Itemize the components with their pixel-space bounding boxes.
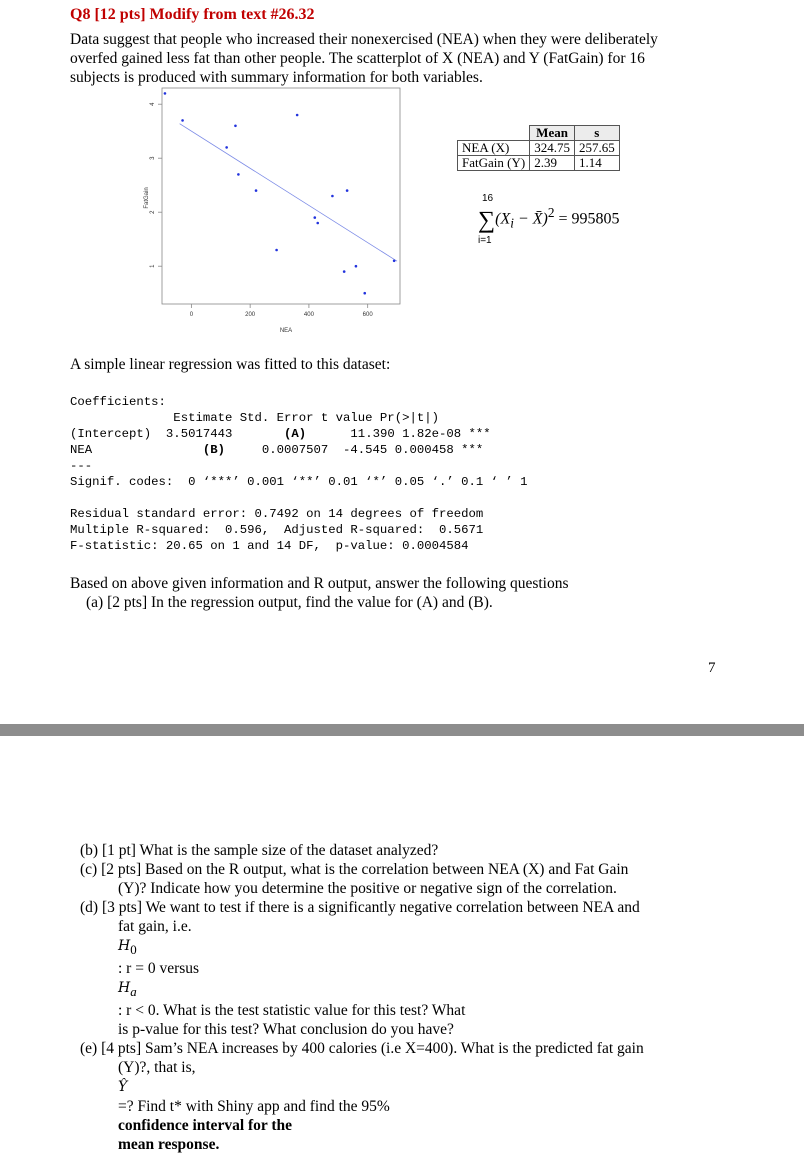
y-tick-label: 1 <box>150 264 156 268</box>
row-s: 1.14 <box>574 156 619 171</box>
data-point <box>164 92 167 95</box>
page-number: 7 <box>708 660 716 676</box>
math-sub: a <box>130 984 137 1000</box>
y-tick-label: 4 <box>150 102 156 106</box>
r-output <box>70 394 528 554</box>
blank-line <box>70 490 528 506</box>
based-on-text: Based on above given information and R output, answer the following questions <box>70 575 569 592</box>
x-tick-label: 600 <box>362 312 373 318</box>
row-mean: 2.39 <box>530 156 575 171</box>
data-point <box>275 249 278 252</box>
instructions <box>70 574 569 612</box>
part-text: (Y)?, that is, <box>118 1059 196 1077</box>
table-header-mean: Mean <box>530 126 575 141</box>
intro-line: subjects is produced with summary information for both variables. <box>70 69 483 86</box>
coef-text: 0.0007507 -4.545 0.000458 *** <box>224 443 484 457</box>
part-d <box>80 898 760 1039</box>
row-s: 257.65 <box>574 141 619 156</box>
part-text: =? Find t* with Shiny app and find the 95% <box>118 1098 390 1116</box>
table-row <box>458 156 620 171</box>
regression-line <box>180 124 397 262</box>
data-point <box>225 146 228 149</box>
data-point <box>296 114 299 117</box>
sigma-symbol: ∑ <box>478 207 496 234</box>
part-e <box>80 1039 760 1154</box>
x-axis-label: NEA <box>279 328 293 334</box>
coef-row-nea <box>70 442 528 458</box>
x-tick-label: 200 <box>245 312 256 318</box>
x-tick-label: 400 <box>303 312 314 318</box>
data-point <box>343 270 346 273</box>
part-line: (e) [4 pts] Sam’s NEA increases by 400 calories (i.e X=400). What is the predicted fat gain <box>80 1040 644 1058</box>
data-point <box>331 195 334 198</box>
math-h: H <box>118 980 131 997</box>
math-sub: 0 <box>130 942 137 958</box>
data-point <box>346 189 349 192</box>
math-h: H <box>118 938 131 954</box>
x-tick-label: 0 <box>189 312 194 318</box>
scatterplot <box>140 80 402 342</box>
data-point <box>234 125 237 128</box>
intro-line: Data suggest that people who increased their nonexercised (NEA) when they were deliberately <box>70 31 658 48</box>
question-parts <box>80 841 760 1154</box>
r-squared: Multiple R-squared: 0.596, Adjusted R-squared: 0.5671 <box>70 523 484 537</box>
data-point <box>181 119 184 122</box>
data-point <box>363 292 366 295</box>
data-point <box>355 265 358 268</box>
coef-text: (Intercept) 3.5017443 <box>70 427 285 441</box>
part-b <box>80 841 760 860</box>
sum-value: = 995805 <box>554 210 620 228</box>
residual-se: Residual standard error: 0.7492 on 14 degrees of freedom <box>70 507 484 521</box>
sum-expression <box>478 205 620 234</box>
math-yhat: Ŷ <box>118 1079 128 1096</box>
plot-frame <box>162 88 400 304</box>
signif-codes: Signif. codes: 0 ‘***’ 0.001 ‘**’ 0.01 ‘*’ 0.05 ‘.’ 0.1 ‘ ’ 1 <box>70 475 528 489</box>
coef-text: 11.390 1.82e-08 *** <box>306 427 491 441</box>
y-tick-label: 2 <box>150 210 156 214</box>
part-line: (d) [3 pts] We want to test if there is a significantly negative correlation between NEA and <box>80 899 640 916</box>
part-a: (a) [2 pts] In the regression output, find the value for (A) and (B). <box>86 594 493 611</box>
summary-table <box>457 125 620 171</box>
part-c <box>80 860 760 898</box>
blank-a: (A) <box>284 427 307 441</box>
signif-divider: --- <box>70 459 93 473</box>
page-divider <box>0 724 804 736</box>
question-intro <box>70 30 730 87</box>
f-statistic: F-statistic: 20.65 on 1 and 14 DF, p-value: 0.0004584 <box>70 539 469 553</box>
y-tick-label: 3 <box>150 156 156 160</box>
data-point <box>255 189 258 192</box>
y-axis-label: FatGain <box>144 187 150 209</box>
coef-text: NEA <box>70 443 203 457</box>
intro-line: overfed gained less fat than other people. The scatterplot of X (NEA) and Y (FatGain) for 16 <box>70 50 645 67</box>
part-line <box>80 917 760 1020</box>
coef-title: Coefficients: <box>70 395 166 409</box>
coef-row-intercept <box>70 426 528 442</box>
blank-b: (B) <box>202 443 225 457</box>
sum-upper-limit: 16 <box>482 193 494 204</box>
part-line: (b) [1 pt] What is the sample size of the dataset analyzed? <box>80 842 439 859</box>
sum-term: (X <box>495 210 511 228</box>
part-line: is p-value for this test? What conclusion do you have? <box>118 1021 454 1039</box>
regression-intro: A simple linear regression was fitted to this dataset: <box>70 356 391 373</box>
data-point <box>316 222 319 225</box>
part-line: (Y)? Indicate how you determine the positive or negative sign of the correlation. <box>118 880 617 897</box>
part-text: fat gain, i.e. <box>118 918 192 935</box>
table-header-blank <box>458 126 530 141</box>
table-header-s: s <box>574 126 619 141</box>
part-line <box>80 1058 760 1135</box>
row-mean: 324.75 <box>530 141 575 156</box>
row-label: NEA (X) <box>458 141 530 156</box>
data-point <box>237 173 240 176</box>
part-bold-text: confidence interval for the <box>118 1117 293 1135</box>
question-title: Q8 [12 pts] Modify from text #26.32 <box>70 6 315 23</box>
sum-mean-term: − X̄) <box>513 210 548 228</box>
row-label: FatGain (Y) <box>458 156 530 171</box>
data-point <box>393 260 396 263</box>
part-line: mean response. <box>118 1136 220 1154</box>
data-point <box>313 216 316 219</box>
coef-header: Estimate Std. Error t value Pr(>|t|) <box>70 411 439 425</box>
sum-lower-limit: i=1 <box>478 235 492 246</box>
sum-subscript: i <box>510 215 514 231</box>
part-text: : r < 0. What is the test statistic value for this test? What <box>118 1002 466 1020</box>
table-row <box>458 141 620 156</box>
part-text: : r = 0 versus <box>118 960 200 978</box>
part-line: (c) [2 pts] Based on the R output, what is the correlation between NEA (X) and Fat Gain <box>80 861 629 878</box>
sum-exponent: 2 <box>547 205 555 220</box>
